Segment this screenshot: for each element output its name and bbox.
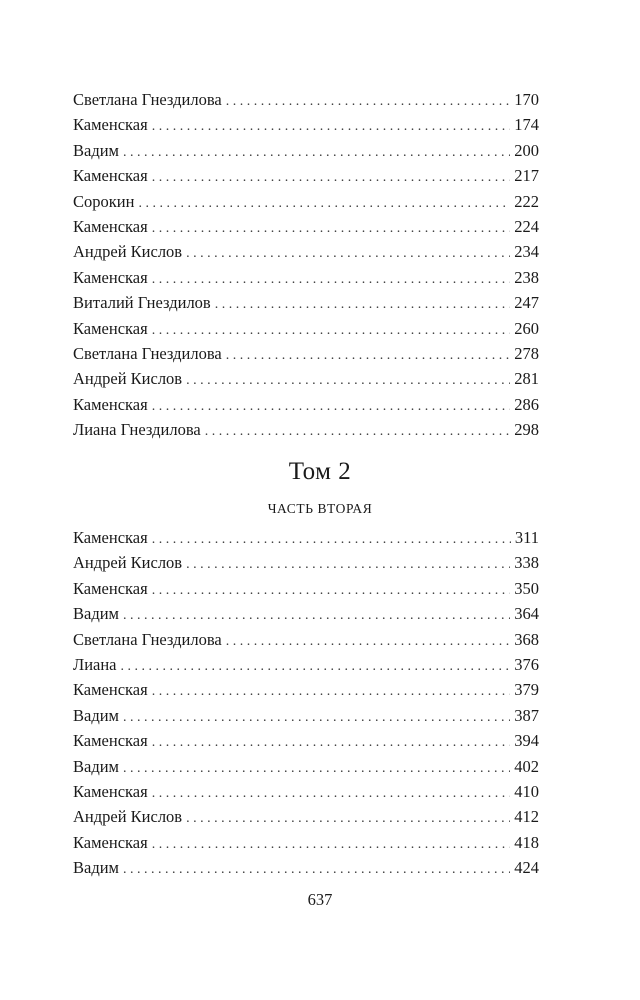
toc-entry — [73, 265, 539, 290]
toc-entry-page: 376 — [514, 654, 539, 674]
toc-entry-title: Виталий Гнездилов — [73, 293, 211, 313]
dot-leader — [186, 552, 510, 577]
toc-entry-title: Светлана Гнездилова — [73, 343, 222, 363]
toc-entry-title: Вадим — [73, 705, 119, 725]
toc-entry-title: Каменская — [73, 731, 148, 751]
toc-entry-page: 260 — [514, 318, 539, 338]
dot-leader — [152, 578, 511, 603]
toc-entry-title: Лиана Гнездилова — [73, 420, 201, 440]
dot-leader — [152, 781, 511, 806]
toc-entry-title: Каменская — [73, 528, 148, 547]
dot-leader — [152, 318, 511, 343]
toc-entry-title: Каменская — [73, 394, 148, 414]
toc-entry-page: 174 — [514, 115, 539, 135]
dot-leader — [226, 89, 511, 114]
dot-leader — [152, 267, 511, 292]
toc-entry-title: Каменская — [73, 578, 148, 598]
toc-entry — [73, 239, 539, 264]
dot-leader — [152, 730, 511, 755]
toc-entry-page: 418 — [514, 832, 539, 852]
toc-entry-title: Каменская — [73, 318, 148, 338]
toc-entry — [73, 576, 539, 601]
toc-entry — [73, 728, 539, 753]
dot-leader — [152, 832, 511, 857]
toc-entry-page: 350 — [514, 578, 539, 598]
toc-entry-title: Каменская — [73, 781, 148, 801]
toc-entry — [73, 189, 539, 214]
toc-entry — [73, 366, 539, 391]
toc-entry — [73, 112, 539, 137]
toc-entry — [73, 316, 539, 341]
dot-leader — [152, 114, 511, 139]
toc-entry-title: Вадим — [73, 756, 119, 776]
dot-leader — [226, 629, 511, 654]
toc-entry-title: Каменская — [73, 832, 148, 852]
toc-entry-page: 410 — [514, 781, 539, 801]
toc-entry — [73, 290, 539, 315]
toc-entry-page: 387 — [514, 705, 539, 725]
dot-leader — [152, 165, 511, 190]
dot-leader — [152, 394, 511, 419]
dot-leader — [123, 857, 510, 882]
toc-entry — [73, 601, 539, 626]
toc-entry-title: Каменская — [73, 166, 148, 186]
toc-entry-page: 281 — [514, 369, 539, 389]
toc-entry-title: Каменская — [73, 680, 148, 700]
toc-entry-page: 238 — [514, 267, 539, 287]
toc-entry-page: 394 — [514, 731, 539, 751]
dot-leader — [186, 241, 510, 266]
toc-entry-title: Лиана — [73, 654, 117, 674]
dot-leader — [152, 679, 511, 704]
part-title: ЧАСТЬ ВТОРАЯ — [267, 501, 373, 516]
toc-entry — [73, 163, 539, 188]
toc-entry — [73, 138, 539, 163]
dot-leader — [123, 705, 510, 730]
toc-entry-page: 222 — [514, 191, 539, 211]
toc-entry — [73, 87, 539, 112]
toc-entry — [73, 214, 539, 239]
toc-entry — [73, 677, 539, 702]
toc-entry-page: 278 — [514, 343, 539, 363]
toc-entry-page: 364 — [514, 604, 539, 624]
toc-entry — [73, 855, 539, 880]
toc-entry-title: Андрей Кислов — [73, 807, 183, 827]
toc-entry-page: 200 — [514, 140, 539, 160]
dot-leader — [186, 806, 510, 831]
dot-leader — [215, 292, 511, 317]
toc-entry — [73, 703, 539, 728]
page-number: 637 — [307, 890, 333, 909]
dot-leader — [186, 368, 510, 393]
toc-entry-title: Светлана Гнездилова — [73, 90, 222, 109]
toc-entry-title: Андрей Кислов — [73, 553, 183, 573]
toc-entry-title: Светлана Гнездилова — [73, 629, 222, 649]
toc-entry-title: Вадим — [73, 140, 119, 160]
toc-entry-page: 412 — [514, 807, 539, 827]
toc-entry-title: Каменская — [73, 216, 148, 236]
toc-entry-page: 338 — [514, 553, 539, 573]
toc-entry-page: 170 — [514, 90, 539, 109]
toc-entry — [73, 525, 539, 550]
toc-entry-page: 298 — [514, 420, 539, 440]
toc-entry-page: 247 — [514, 293, 539, 313]
toc-entry — [73, 392, 539, 417]
toc-entry-page: 311 — [514, 528, 539, 547]
dot-leader — [152, 216, 511, 241]
toc-entry — [73, 627, 539, 652]
toc-entry-page: 368 — [514, 629, 539, 649]
toc-entry-title: Вадим — [73, 604, 119, 624]
dot-leader — [226, 343, 511, 368]
toc-entry-page: 217 — [514, 166, 539, 186]
toc-entry — [73, 417, 539, 442]
toc-entry-page: 234 — [514, 242, 539, 262]
toc-entry-title: Вадим — [73, 858, 119, 878]
toc-entry-page: 224 — [514, 216, 539, 236]
toc-entry-page: 402 — [514, 756, 539, 776]
toc-entry-page: 286 — [514, 394, 539, 414]
toc-entry-title: Андрей Кислов — [73, 369, 183, 389]
toc-entry-title: Каменская — [73, 115, 148, 135]
dot-leader — [123, 140, 510, 165]
dot-leader — [138, 191, 510, 216]
toc-entry-title: Сорокин — [73, 191, 135, 211]
toc-entry-page: 424 — [514, 858, 539, 878]
toc-entry — [73, 550, 539, 575]
toc-entry — [73, 341, 539, 366]
toc-entry-title: Андрей Кислов — [73, 242, 183, 262]
dot-leader — [152, 527, 511, 552]
toc-entry-page: 379 — [514, 680, 539, 700]
toc-entry — [73, 779, 539, 804]
toc-entry-title: Каменская — [73, 267, 148, 287]
volume-title: Том 2 — [288, 458, 352, 485]
dot-leader — [121, 654, 511, 679]
toc-entry — [73, 652, 539, 677]
dot-leader — [123, 756, 510, 781]
dot-leader — [123, 603, 510, 628]
toc-entry — [73, 830, 539, 855]
toc-entry — [73, 804, 539, 829]
toc-entry — [73, 754, 539, 779]
dot-leader — [205, 419, 511, 444]
table-of-contents-part-two — [73, 525, 539, 880]
table-of-contents-part-one — [73, 87, 539, 442]
